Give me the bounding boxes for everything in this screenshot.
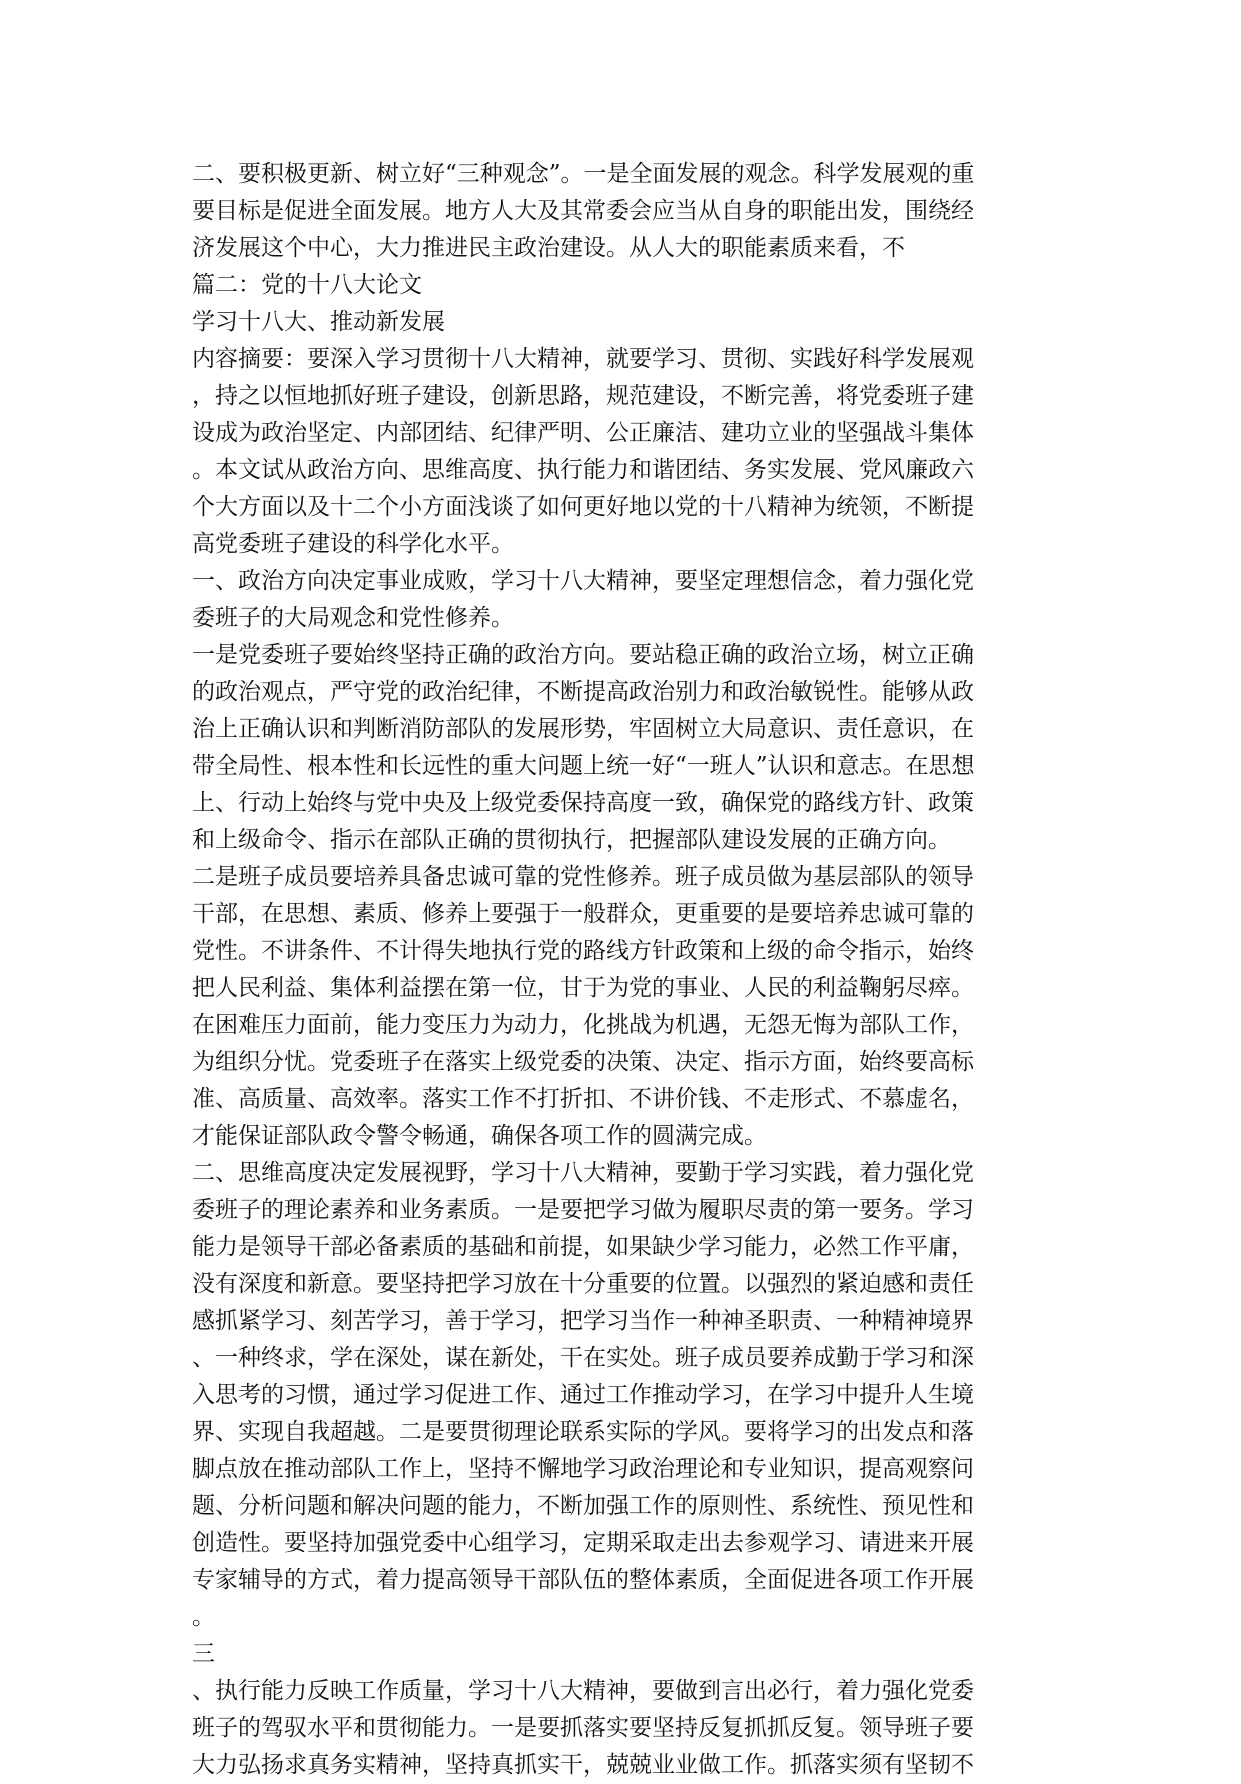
- text-line: 要目标是促进全面发展。地方人大及其常委会应当从自身的职能出发，围绕经: [192, 198, 974, 224]
- abstract-line: 个大方面以及十二个小方面浅谈了如何更好地以党的十八精神为统领，不断提: [192, 494, 974, 520]
- text-line: 二是班子成员要培养具备忠诚可靠的党性修养。班子成员做为基层部队的领导: [192, 864, 974, 890]
- abstract-line: 内容摘要：要深入学习贯彻十八大精神，就要学习、贯彻、实践好科学发展观: [192, 346, 974, 372]
- text-line: 没有深度和新意。要坚持把学习放在十分重要的位置。以强烈的紧迫感和责任: [192, 1271, 974, 1297]
- text-line: 党性。不讲条件、不计得失地执行党的路线方针政策和上级的命令指示，始终: [192, 938, 974, 964]
- text-line: 二、要积极更新、树立好“三种观念”。一是全面发展的观念。科学发展观的重: [192, 161, 975, 187]
- text-line: 治上正确认识和判断消防部队的发展形势，牢固树立大局意识、责任意识，在: [192, 716, 974, 742]
- abstract-line: 高党委班子建设的科学化水平。: [192, 531, 514, 557]
- text-line: 创造性。要坚持加强党委中心组学习，定期采取走出去参观学习、请进来开展: [192, 1530, 974, 1556]
- text-line: 题、分析问题和解决问题的能力，不断加强工作的原则性、系统性、预见性和: [192, 1493, 974, 1519]
- abstract-line: 设成为政治坚定、内部团结、纪律严明、公正廉洁、建功立业的坚强战斗集体: [192, 420, 974, 446]
- text-line: 委班子的大局观念和党性修养。: [192, 605, 514, 631]
- text-line: 在困难压力面前，能力变压力为动力，化挑战为机遇，无怨无悔为部队工作，: [192, 1012, 974, 1038]
- text-line: 一、政治方向决定事业成败，学习十八大精神，要坚定理想信念，着力强化党: [192, 568, 974, 594]
- text-line: 界、实现自我超越。二是要贯彻理论联系实际的学风。要将学习的出发点和落: [192, 1419, 974, 1445]
- text-line: 二、思维高度决定发展视野，学习十八大精神，要勤于学习实践，着力强化党: [192, 1160, 974, 1186]
- text-line: 才能保证部队政令警令畅通，确保各项工作的圆满完成。: [192, 1123, 767, 1149]
- text-line: 带全局性、根本性和长远性的重大问题上统一好“一班人”认识和意志。在思想: [192, 753, 975, 779]
- text-line: 入思考的习惯，通过学习促进工作、通过工作推动学习，在学习中提升人生境: [192, 1382, 974, 1408]
- text-line: 。: [192, 1604, 215, 1630]
- text-line: 和上级命令、指示在部队正确的贯彻执行，把握部队建设发展的正确方向。: [192, 827, 951, 853]
- text-line: 的政治观点，严守党的政治纪律，不断提高政治别力和政治敏锐性。能够从政: [192, 679, 974, 705]
- text-line: 专家辅导的方式，着力提高领导干部队伍的整体素质，全面促进各项工作开展: [192, 1567, 974, 1593]
- text-line: 委班子的理论素养和业务素质。一是要把学习做为履职尽责的第一要务。学习: [192, 1197, 974, 1223]
- text-line: 脚点放在推动部队工作上，坚持不懈地学习政治理论和专业知识，提高观察问: [192, 1456, 974, 1482]
- text-line: 准、高质量、高效率。落实工作不打折扣、不讲价钱、不走形式、不慕虚名，: [192, 1086, 974, 1112]
- text-line: 能力是领导干部必备素质的基础和前提，如果缺少学习能力，必然工作平庸，: [192, 1234, 974, 1260]
- document-body: [192, 156, 1052, 1784]
- abstract-line: 。本文试从政治方向、思维高度、执行能力和谐团结、务实发展、党风廉政六: [192, 457, 974, 483]
- abstract-line: ，持之以恒地抓好班子建设，创新思路，规范建设，不断完善，将党委班子建: [192, 383, 974, 409]
- text-line: 感抓紧学习、刻苦学习，善于学习，把学习当作一种神圣职责、一种精神境界: [192, 1308, 974, 1334]
- article-title: 学习十八大、推动新发展: [192, 309, 445, 335]
- text-line: 一是党委班子要始终坚持正确的政治方向。要站稳正确的政治立场，树立正确: [192, 642, 974, 668]
- text-line: 把人民利益、集体利益摆在第一位，甘于为党的事业、人民的利益鞠躬尽瘁。: [192, 975, 974, 1001]
- text-line: 、一种终求，学在深处，谋在新处，干在实处。班子成员要养成勤于学习和深: [192, 1345, 974, 1371]
- text-line: 为组织分忧。党委班子在落实上级党委的决策、决定、指示方面，始终要高标: [192, 1049, 974, 1075]
- text-line: 班子的驾驭水平和贯彻能力。一是要抓落实要坚持反复抓抓反复。领导班子要: [192, 1715, 974, 1741]
- text-line: 济发展这个中心，大力推进民主政治建设。从人大的职能素质来看，不: [192, 235, 905, 261]
- section-heading: 篇二：党的十八大论文: [192, 272, 422, 298]
- text-line: 大力弘扬求真务实精神，坚持真抓实干，兢兢业业做工作。抓落实须有坚韧不: [192, 1752, 974, 1778]
- text-line: 干部，在思想、素质、修养上要强于一般群众，更重要的是要培养忠诚可靠的: [192, 901, 974, 927]
- section-number: 三: [192, 1641, 215, 1667]
- text-line: 、执行能力反映工作质量，学习十八大精神，要做到言出必行，着力强化党委: [192, 1678, 974, 1704]
- text-line: 上、行动上始终与党中央及上级党委保持高度一致，确保党的路线方针、政策: [192, 790, 974, 816]
